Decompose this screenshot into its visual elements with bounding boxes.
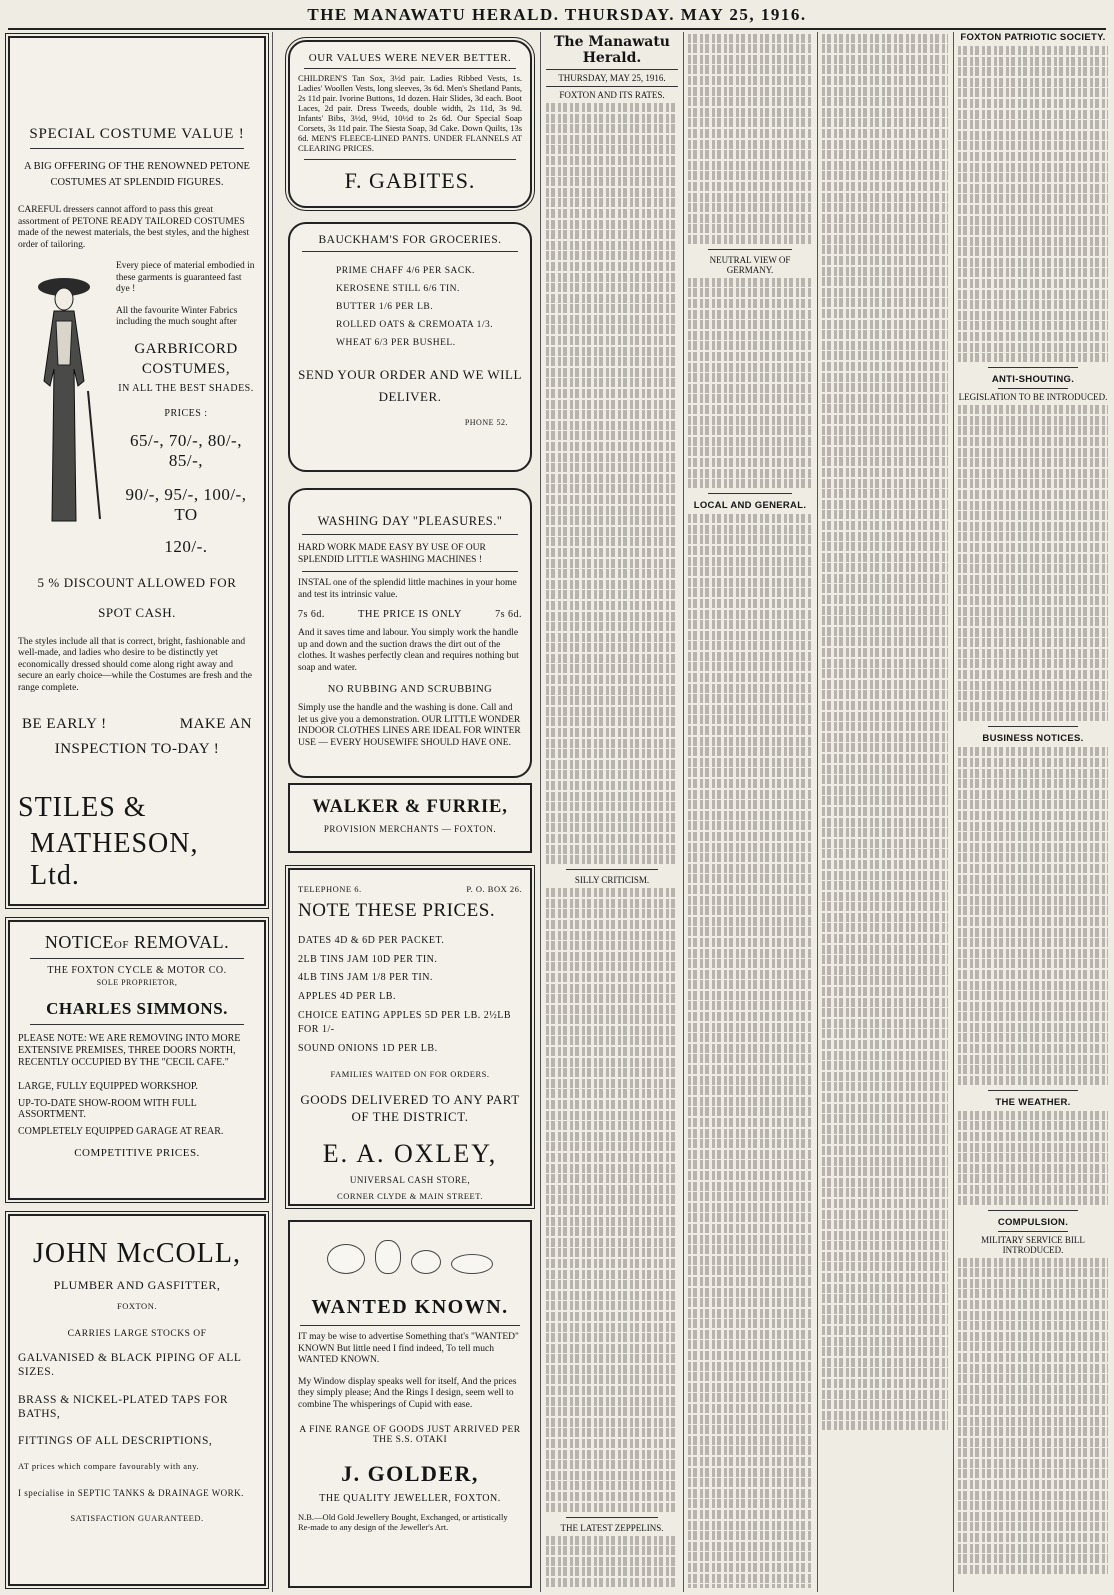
bauckham-send: SEND YOUR ORDER AND WE WILL DELIVER. xyxy=(298,367,522,404)
oxley-goods: GOODS DELIVERED TO ANY PART OF THE DISTRICT. xyxy=(300,1091,520,1124)
washing-price-text: THE PRICE IS ONLY xyxy=(358,609,462,620)
jewellery-illustration xyxy=(298,1240,522,1278)
oxley-store: UNIVERSAL CASH STORE, xyxy=(349,1174,471,1185)
oxley-advert xyxy=(288,868,532,1206)
walker-furrie-panel xyxy=(288,783,532,853)
article-latest-zeppelins xyxy=(546,1536,678,1588)
drapers-clothiers xyxy=(18,904,256,906)
oxley-item: SOUND ONIONS 1D PER LB. xyxy=(298,1043,438,1054)
column-divider xyxy=(953,32,954,1592)
stiles-matheson-1: STILES & xyxy=(18,792,147,823)
prices-line-1: 65/-, 70/-, 80/-, 85/-, xyxy=(130,430,242,470)
costume-every-piece: Every piece of material embodied in these garments is guaranteed fast dye ! xyxy=(116,261,255,294)
masthead: THE MANAWATU HERALD. THURSDAY. MAY 25, 1916. xyxy=(307,5,807,24)
wanted-known-title: WANTED KNOWN. xyxy=(311,1296,509,1318)
subhead-legislation: LEGISLATION TO BE INTRODUCED. xyxy=(958,392,1108,403)
golder-range: A FINE RANGE OF GOODS JUST ARRIVED PER THE S.S. OTAKI xyxy=(299,1425,521,1445)
oxley-title: NOTE THESE PRICES. xyxy=(298,900,496,921)
column-divider xyxy=(683,32,684,1592)
headline-compulsion: COMPULSION. xyxy=(997,1216,1069,1228)
removal-advert xyxy=(8,920,266,1200)
golder-verse-1: IT may be wise to advertise Something that's "WANTED" KNOWN But little need I find indeed, To tell much WANTED KNOWN. xyxy=(298,1332,519,1365)
washing-price-right: 7s 6d. xyxy=(495,609,522,620)
news-column-6 xyxy=(958,32,1108,1588)
article-anti-shouting xyxy=(958,405,1108,721)
removal-prices: COMPETITIVE PRICES. xyxy=(74,1147,200,1159)
removal-title xyxy=(18,932,256,953)
mccoll-line-2: GALVANISED & BLACK PIPING OF ALL SIZES. xyxy=(18,1352,241,1378)
bauckham-list xyxy=(298,262,522,352)
headline-latest-zeppelins: THE LATEST ZEPPELINS. xyxy=(560,1522,664,1533)
oxley-item: CHOICE EATING APPLES 5D PER LB. 2½LB FOR 1/- xyxy=(298,1010,512,1035)
oxley-item: 2LB TINS JAM 10D PER TIN. xyxy=(298,953,438,965)
bangle-icon xyxy=(451,1254,493,1274)
washing-price-left: 7s 6d. xyxy=(298,609,325,620)
ring-icon xyxy=(327,1244,365,1274)
local-general-continued xyxy=(822,34,948,1431)
oxley-list xyxy=(298,932,522,1059)
headline-local-general: LOCAL AND GENERAL. xyxy=(693,500,807,512)
gabites-body: CHILDREN'S Tan Sox, 3½d pair. Ladies Ribbed Vests, 1s. Ladies' Woollen Vests, long sleeves, 3s 6d. Men's Shetland Pants, 2s 11d pair. Ivorine Buttons, 1d dozen. Hair Slides, 3d each. Boot Laces, 2d pair. Dress Tweeds, double width, 2s 11d, 3s 9d. Infants' Bibs, 3½d, 9½d, 10½d to 2s 6d. Our Special Soap Corsets, 3s 11d pair. The Siesta Soap, 3d Cake. Down Quilts, 13s 6d. MEN'S FLEECE-LINED PANTS. UNDER FLANNELS AT CLEARING PRICES. xyxy=(298,73,522,153)
bauckham-advert xyxy=(288,222,532,472)
inspection-today: INSPECTION TO-DAY ! xyxy=(54,741,220,757)
bauckham-item: BUTTER 1/6 PER LB. xyxy=(336,302,434,312)
gabites-title: OUR VALUES WERE NEVER BETTER. xyxy=(308,52,512,64)
headline-silly-criticism: SILLY CRITICISM. xyxy=(574,875,650,886)
discount-line-2: SPOT CASH. xyxy=(98,604,176,620)
brooch-icon xyxy=(411,1250,441,1274)
golder-verse-2: My Window display speaks well for itself, And the prices they simply please; And the Rings I design, seem well to combine The whisperings of Cupid with ease. xyxy=(298,1376,517,1410)
discount-line-1: 5 % DISCOUNT ALLOWED FOR xyxy=(37,574,237,590)
costume-careful: CAREFUL dressers cannot afford to pass this great assortment of PETONE READY TAILORED COSTUMES made of the newest materials, the best styles, and the highest order of tailoring. xyxy=(18,205,250,250)
sole-proprietor: SOLE PROPRIETOR, xyxy=(96,978,178,987)
washing-advert xyxy=(288,488,532,778)
news-column-4 xyxy=(688,32,812,1588)
oxley-corner: CORNER CLYDE & MAIN STREET. xyxy=(337,1190,483,1201)
lady-costume-illustration xyxy=(18,261,110,523)
bauckham-item: WHEAT 6/3 PER BUSHEL. xyxy=(336,338,456,348)
article-weather xyxy=(958,1111,1108,1205)
be-early: BE EARLY ! xyxy=(22,716,107,732)
washing-simply: Simply use the handle and the washing is done. Call and let us give you a demonstration. OUR LITTLE WONDER INDOOR CLOTHES LINES ARE IDEAL FOR WINTER USE — EVERY HOUSEWIFE SHOULD HAVE ONE. xyxy=(298,703,521,748)
subhead-military-service: MILITARY SERVICE BILL INTRODUCED. xyxy=(981,1234,1085,1255)
mccoll-line-4: FITTINGS OF ALL DESCRIPTIONS, xyxy=(18,1435,213,1447)
mccoll-line-1: CARRIES LARGE STOCKS OF xyxy=(67,1329,207,1339)
mccoll-advert xyxy=(8,1214,266,1586)
walker-furrie-trade: PROVISION MERCHANTS — FOXTON. xyxy=(323,824,497,834)
washing-saves: And it saves time and labour. You simply work the handle up and down and the suction draws the dirt out of the clothes. It washes perfectly clean and requires nothing but soap and water. xyxy=(298,628,519,673)
article-neutral-view xyxy=(688,278,812,488)
charles-simmons: CHARLES SIMMONS. xyxy=(46,999,228,1018)
washing-no-rubbing: NO RUBBING AND SCRUBBING xyxy=(327,684,493,695)
removal-showroom: UP-TO-DATE SHOW-ROOM WITH FULL ASSORTMENT. xyxy=(18,1097,197,1120)
prices-line-3: 120/-. xyxy=(164,536,208,556)
bauckham-item: ROLLED OATS & CREMOATA 1/3. xyxy=(336,320,494,330)
stiles-matheson-2: MATHESON, Ltd. xyxy=(30,828,199,891)
make-an: MAKE AN xyxy=(179,716,252,732)
editorial-date: THURSDAY, MAY 25, 1916. xyxy=(558,73,666,83)
article-business-notices xyxy=(958,747,1108,1084)
plumber-gasfitter: PLUMBER AND GASFITTER, xyxy=(53,1278,221,1292)
mccoll-line-5: AT prices which compare favourably with any. xyxy=(18,1461,200,1471)
mccoll-line-6: I specialise in SEPTIC TANKS & DRAINAGE WORK. xyxy=(18,1488,244,1498)
oxley-telephone: TELEPHONE 6. xyxy=(298,884,362,894)
costume-advert xyxy=(8,36,266,906)
oxley-item: DATES 4D & 6D PER PACKET. xyxy=(298,935,445,946)
editorial-column xyxy=(546,32,678,1588)
removal-workshop: LARGE, FULLY EQUIPPED WORKSHOP. xyxy=(18,1081,198,1092)
oxley-item: 4LB TINS JAM 1/8 PER TIN. xyxy=(298,972,433,983)
mccoll-line-3: BRASS & NICKEL-PLATED TAPS FOR BATHS, xyxy=(18,1394,229,1420)
washing-instal: INSTAL one of the splendid little machines in your home and test its intrinsic value. xyxy=(298,578,517,600)
john-mccoll: JOHN McCOLL, xyxy=(33,1238,241,1269)
removal-title-notice: NOTICE xyxy=(44,932,114,952)
garbricord-costumes: GARBRICORD COSTUMES, xyxy=(134,340,238,377)
golder-firm: J. GOLDER, xyxy=(341,1461,479,1486)
oxley-firm: E. A. OXLEY, xyxy=(322,1138,498,1168)
costume-title: SPECIAL COSTUME VALUE ! xyxy=(29,126,245,142)
oxley-item: APPLES 4D PER LB. xyxy=(298,990,396,1002)
news-column-5 xyxy=(822,32,948,1588)
prices-line-2: 90/-, 95/-, 100/-, TO xyxy=(125,484,247,524)
prices-label: PRICES : xyxy=(164,407,208,419)
headline-anti-shouting: ANTI-SHOUTING. xyxy=(991,374,1075,386)
removal-title-removal: REMOVAL. xyxy=(133,932,230,952)
golder-advert xyxy=(288,1220,532,1588)
pocket-watch-icon xyxy=(375,1240,401,1274)
article-silly-criticism xyxy=(546,888,678,1511)
bauckham-item: PRIME CHAFF 4/6 PER SACK. xyxy=(336,266,475,276)
costume-shades: IN ALL THE BEST SHADES. xyxy=(118,382,254,394)
column-divider xyxy=(817,32,818,1592)
headline-business-notices: BUSINESS NOTICES. xyxy=(982,733,1084,745)
gabites-firm: F. GABITES. xyxy=(344,168,476,193)
washing-hard-work: HARD WORK MADE EASY BY USE OF OUR SPLENDID LITTLE WASHING MACHINES ! xyxy=(298,543,486,565)
bauckham-title: BAUCKHAM'S FOR GROCERIES. xyxy=(318,234,502,246)
bauckham-phone: PHONE 52. xyxy=(464,418,508,427)
golder-nb: N.B.—Old Gold Jewellery Bought, Exchanged, or artistically Re-made to any design of the Jeweller's Art. xyxy=(298,1512,508,1532)
headline-neutral-view: NEUTRAL VIEW OF GERMANY. xyxy=(709,254,791,275)
headline-patriotic-society: FOXTON PATRIOTIC SOCIETY. xyxy=(960,32,1106,43)
oxley-box: P. O. BOX 26. xyxy=(466,884,522,894)
costume-styles: The styles include all that is correct, bright, fashionable and well-made, and ladies who desire to be distinctly yet economically dressed should come along right away and secure an early choice—while the Costumes are fresh and the range complete. xyxy=(18,636,252,693)
herald-nameplate: The Manawatu Herald. xyxy=(554,34,670,66)
golder-trade: THE QUALITY JEWELLER, FOXTON. xyxy=(319,1493,501,1504)
oxley-families: FAMILIES WAITED ON FOR ORDERS. xyxy=(330,1068,490,1079)
article-local-general xyxy=(688,514,812,1588)
column-divider xyxy=(272,32,273,1592)
washing-title: WASHING DAY "PLEASURES." xyxy=(317,514,503,528)
column-divider xyxy=(540,32,541,1592)
removal-please-note: PLEASE NOTE: WE ARE REMOVING INTO MORE EXTENSIVE PREMISES, THREE DOORS NORTH, RECENTLY OCCUPIED BY THE "CECIL CAFE." xyxy=(18,1033,241,1068)
article-continued xyxy=(688,34,812,244)
removal-title-of: OF xyxy=(113,939,129,951)
costume-intro: A BIG OFFERING OF THE RENOWNED PETONE COSTUMES AT SPLENDID FIGURES. xyxy=(24,161,250,188)
article-compulsion xyxy=(958,1258,1108,1574)
headline-weather: THE WEATHER. xyxy=(995,1096,1071,1108)
costume-fabrics: All the favourite Winter Fabrics including the much sought after xyxy=(116,305,238,327)
article-patriotic-society xyxy=(958,46,1108,362)
masthead-rule xyxy=(8,28,1106,30)
removal-garage: COMPLETELY EQUIPPED GARAGE AT REAR. xyxy=(18,1125,224,1137)
mccoll-line-7: SATISFACTION GUARANTEED. xyxy=(70,1513,204,1523)
bauckham-item: KEROSENE STILL 6/6 TIN. xyxy=(336,284,460,294)
gabites-advert xyxy=(288,40,532,208)
headline-foxton-rates: FOXTON AND ITS RATES. xyxy=(559,90,665,100)
walker-furrie-firm: WALKER & FURRIE, xyxy=(312,797,508,817)
mccoll-town: FOXTON. xyxy=(117,1301,157,1311)
article-foxton-rates xyxy=(546,103,678,864)
cycle-company: THE FOXTON CYCLE & MOTOR CO. xyxy=(47,965,227,976)
